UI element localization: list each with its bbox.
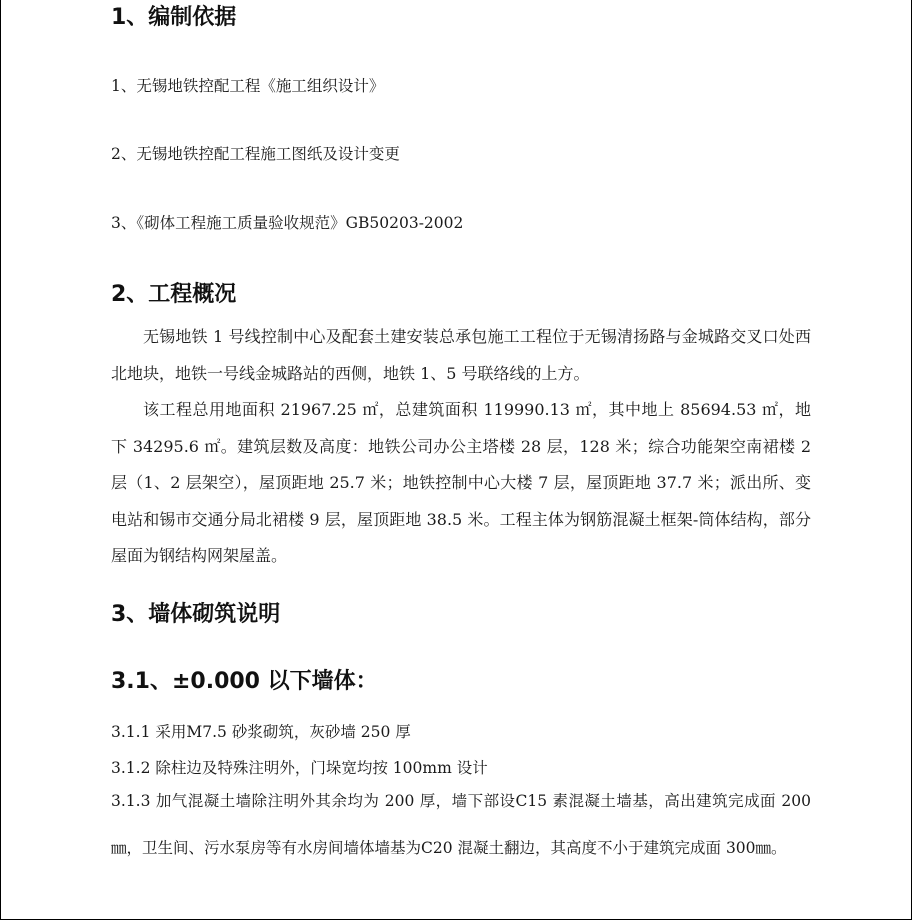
section-heading-overview: 2、工程概况 [111, 282, 237, 307]
section-heading-basis: 1、编制依据 [111, 5, 237, 30]
sub-heading-below-grade-walls: 3.1、±0.000 以下墙体： [111, 669, 378, 694]
basis-item-2: 2、无锡地铁控配工程施工图纸及设计变更 [111, 145, 400, 163]
masonry-item-2: 3.1.2 除柱边及特殊注明外，门垛宽均按 100mm 设计 [111, 759, 488, 777]
section-heading-masonry: 3、墙体砌筑说明 [111, 602, 281, 627]
basis-item-1: 1、无锡地铁控配工程《施工组织设计》 [111, 77, 385, 95]
overview-paragraph-1: 无锡地铁 1 号线控制中心及配套土建安装总承包施工工程位于无锡清扬路与金城路交叉口处西北地块，地铁一号线金城路站的西侧，地铁 1、5 号联络线的上方。 [111, 327, 811, 383]
masonry-item-1: 3.1.1 采用M7.5 砂浆砌筑，灰砂墙 250 厚 [111, 723, 411, 741]
overview-paragraph-2: 该工程总用地面积 21967.25 ㎡，总建筑面积 119990.13 ㎡，其中地上 85694.53 ㎡，地下 34295.6 ㎡。建筑层数及高度：地铁公司办公主塔楼 28 层，128 米；综合功能架空南裙楼 2 层（1、2 层架空），屋顶距地 25.7 米；地铁控制中心大楼 7 层，屋顶距地 37.7 米；派出所、变电站和锡市交通分局北裙楼 9 层，屋顶距地 38.5 米。工程主体为钢筋混凝土框架-筒体结构，部分屋面为钢结构网架屋盖。 [111, 400, 811, 565]
basis-item-3: 3、《砌体工程施工质量验收规范》GB50203-2002 [111, 214, 464, 232]
masonry-item-3: 3.1.3 加气混凝土墙除注明外其余均为 200 厚，墙下部设C15 素混凝土墙基，高出建筑完成面 200㎜，卫生间、污水泵房等有水房间墙体墙基为C20 混凝土翻边，其高度不小于建筑完成面 300㎜。 [111, 792, 811, 857]
